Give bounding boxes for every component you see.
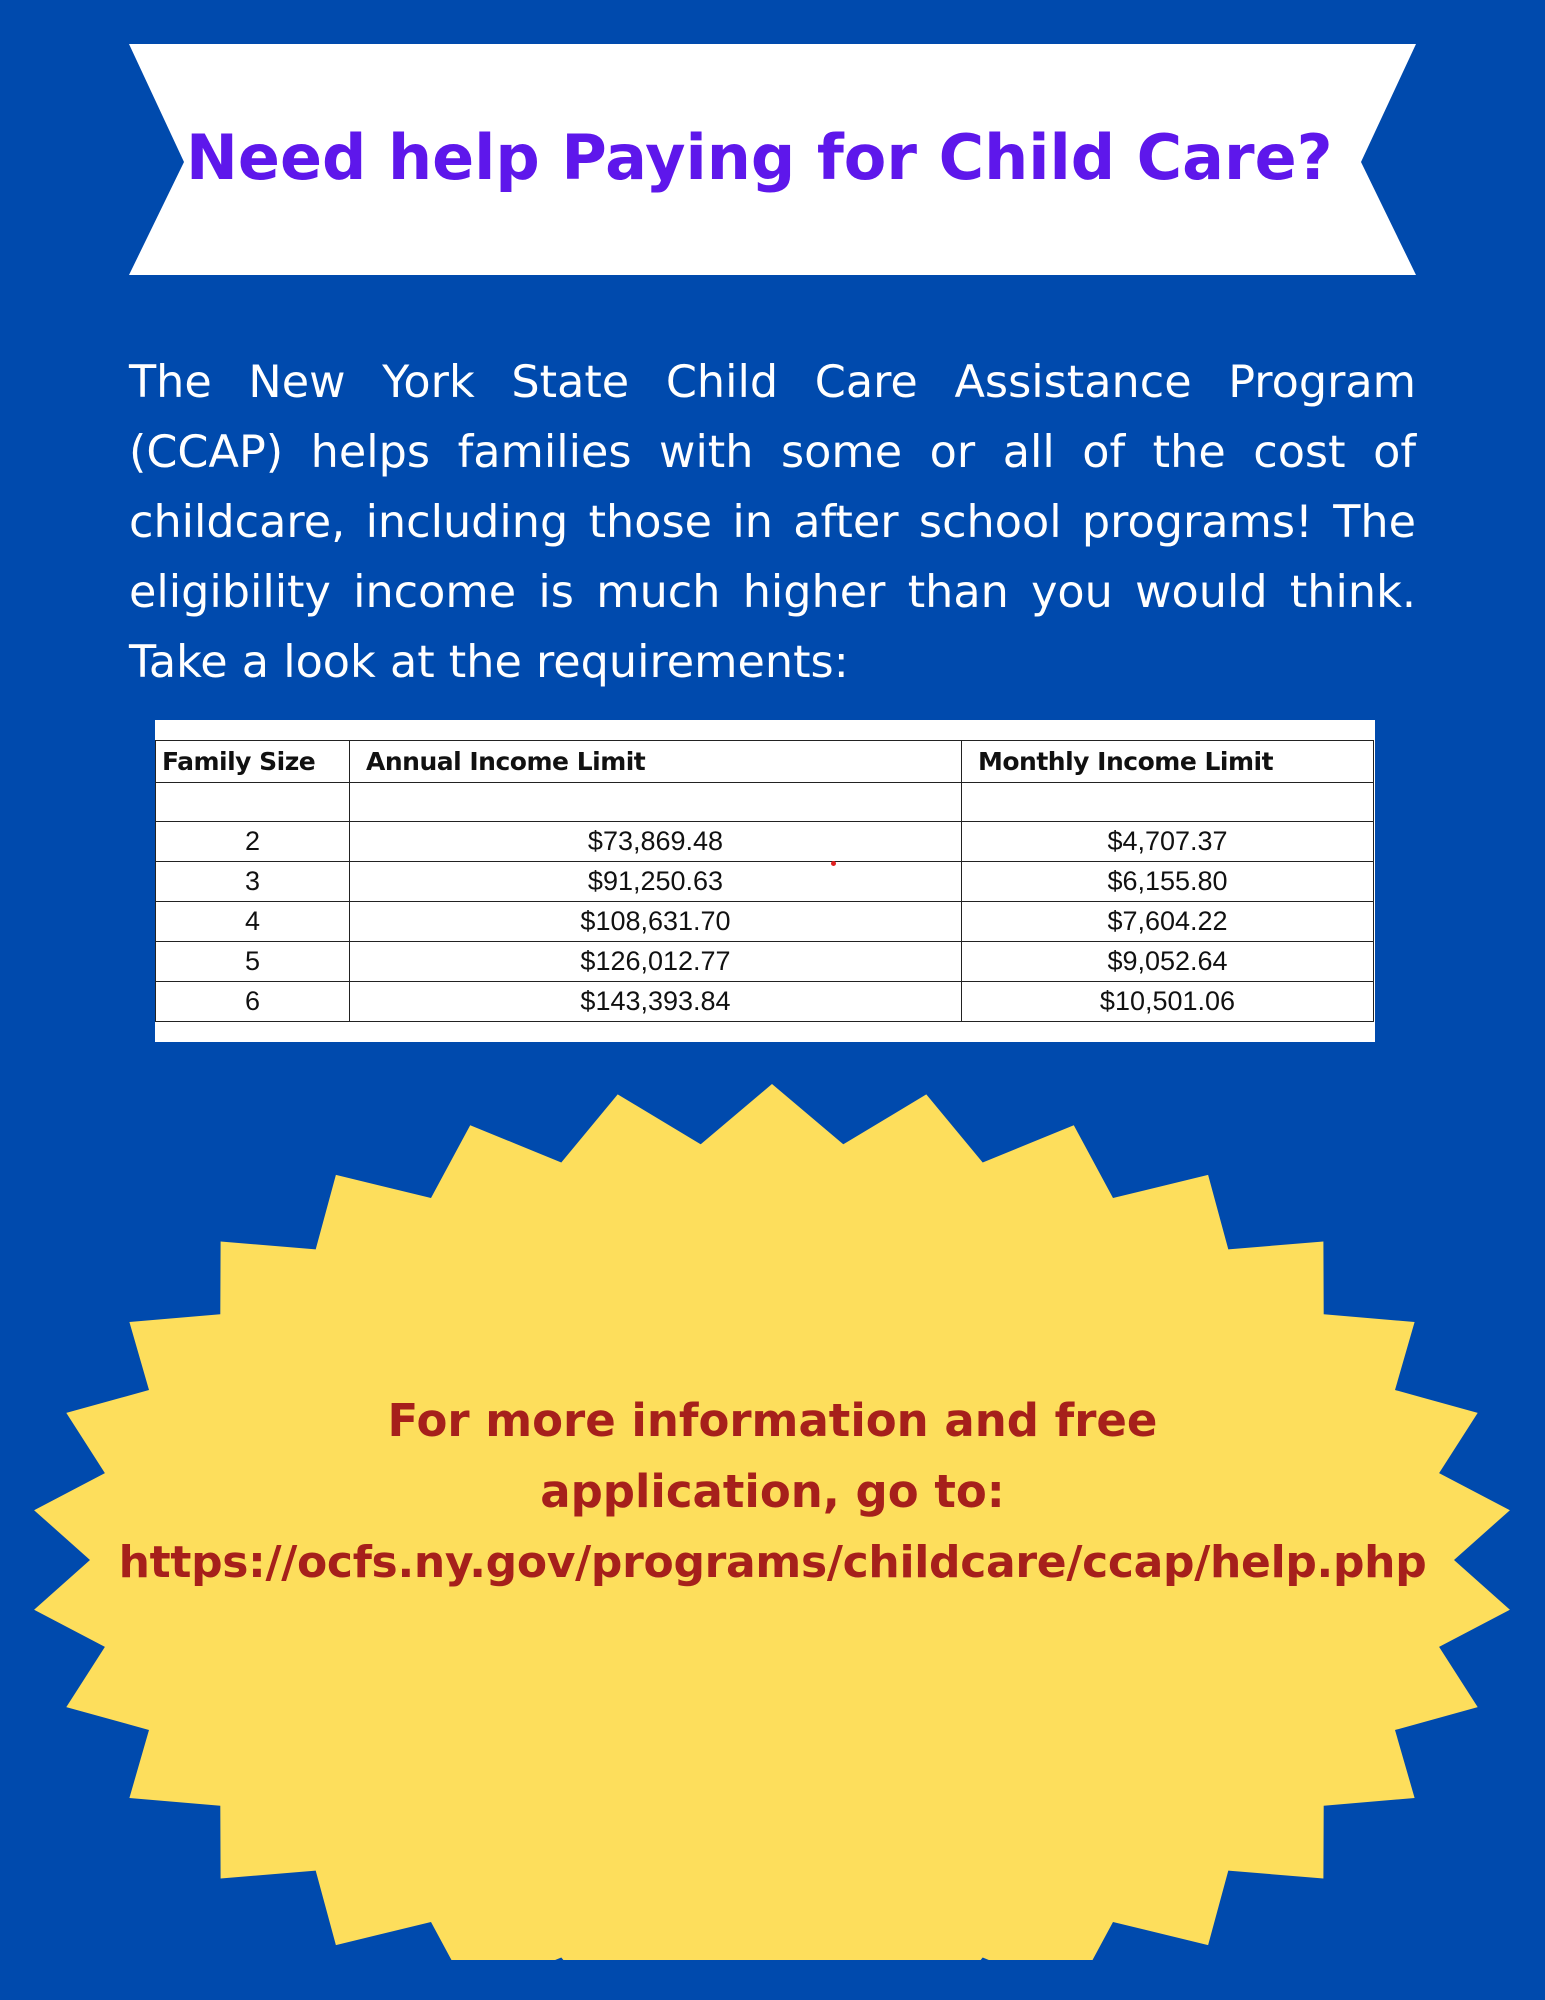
cell-family-size: 2 [156, 822, 350, 862]
table-row [156, 902, 1374, 942]
cell-family-size [156, 783, 350, 822]
page-title: Need help Paying for Child Care? [186, 121, 1333, 194]
cell-family-size: 5 [156, 942, 350, 982]
cell-monthly-income: $4,707.37 [962, 822, 1374, 862]
header-family-size: Family Size [156, 741, 350, 783]
table-row [156, 822, 1374, 862]
income-table-image [155, 720, 1375, 1042]
cell-monthly-income: $6,155.80 [962, 862, 1374, 902]
cell-annual-income: $91,250.63 [350, 862, 962, 902]
callout-starburst [0, 1080, 1545, 1960]
callout-line-1: For more information and free [387, 1394, 1158, 1447]
income-limit-table [155, 740, 1374, 1022]
table-row [156, 942, 1374, 982]
callout-line-2: application, go to: [540, 1465, 1005, 1518]
table-row [156, 982, 1374, 1022]
cell-annual-income: $143,393.84 [350, 982, 962, 1022]
intro-paragraph: The New York State Child Care Assistance Program (CCAP) helps families with some or all of the cost of childcare, including those in after school programs! The eligibility income is much higher than you would think. Take a look at the requirements: [129, 357, 1416, 688]
table-row [156, 862, 1374, 902]
cell-monthly-income: $9,052.64 [962, 942, 1374, 982]
header-monthly-income: Monthly Income Limit [962, 741, 1374, 783]
cell-family-size: 4 [156, 902, 350, 942]
cell-family-size: 6 [156, 982, 350, 1022]
title-banner [0, 0, 1545, 300]
red-dot-mark [831, 861, 836, 866]
table-row [156, 783, 1374, 822]
cell-annual-income [350, 783, 962, 822]
cell-annual-income: $108,631.70 [350, 902, 962, 942]
cell-annual-income: $126,012.77 [350, 942, 962, 982]
callout-url-link[interactable]: https://ocfs.ny.gov/programs/childcare/ccap/help.php [118, 1537, 1427, 1588]
cell-annual-income: $73,869.48 [350, 822, 962, 862]
cell-family-size: 3 [156, 862, 350, 902]
cell-monthly-income: $7,604.22 [962, 902, 1374, 942]
cell-monthly-income: $10,501.06 [962, 982, 1374, 1022]
header-annual-income: Annual Income Limit [350, 741, 962, 783]
table-header-row [156, 741, 1374, 783]
callout-text [0, 1385, 1545, 1598]
cell-monthly-income [962, 783, 1374, 822]
